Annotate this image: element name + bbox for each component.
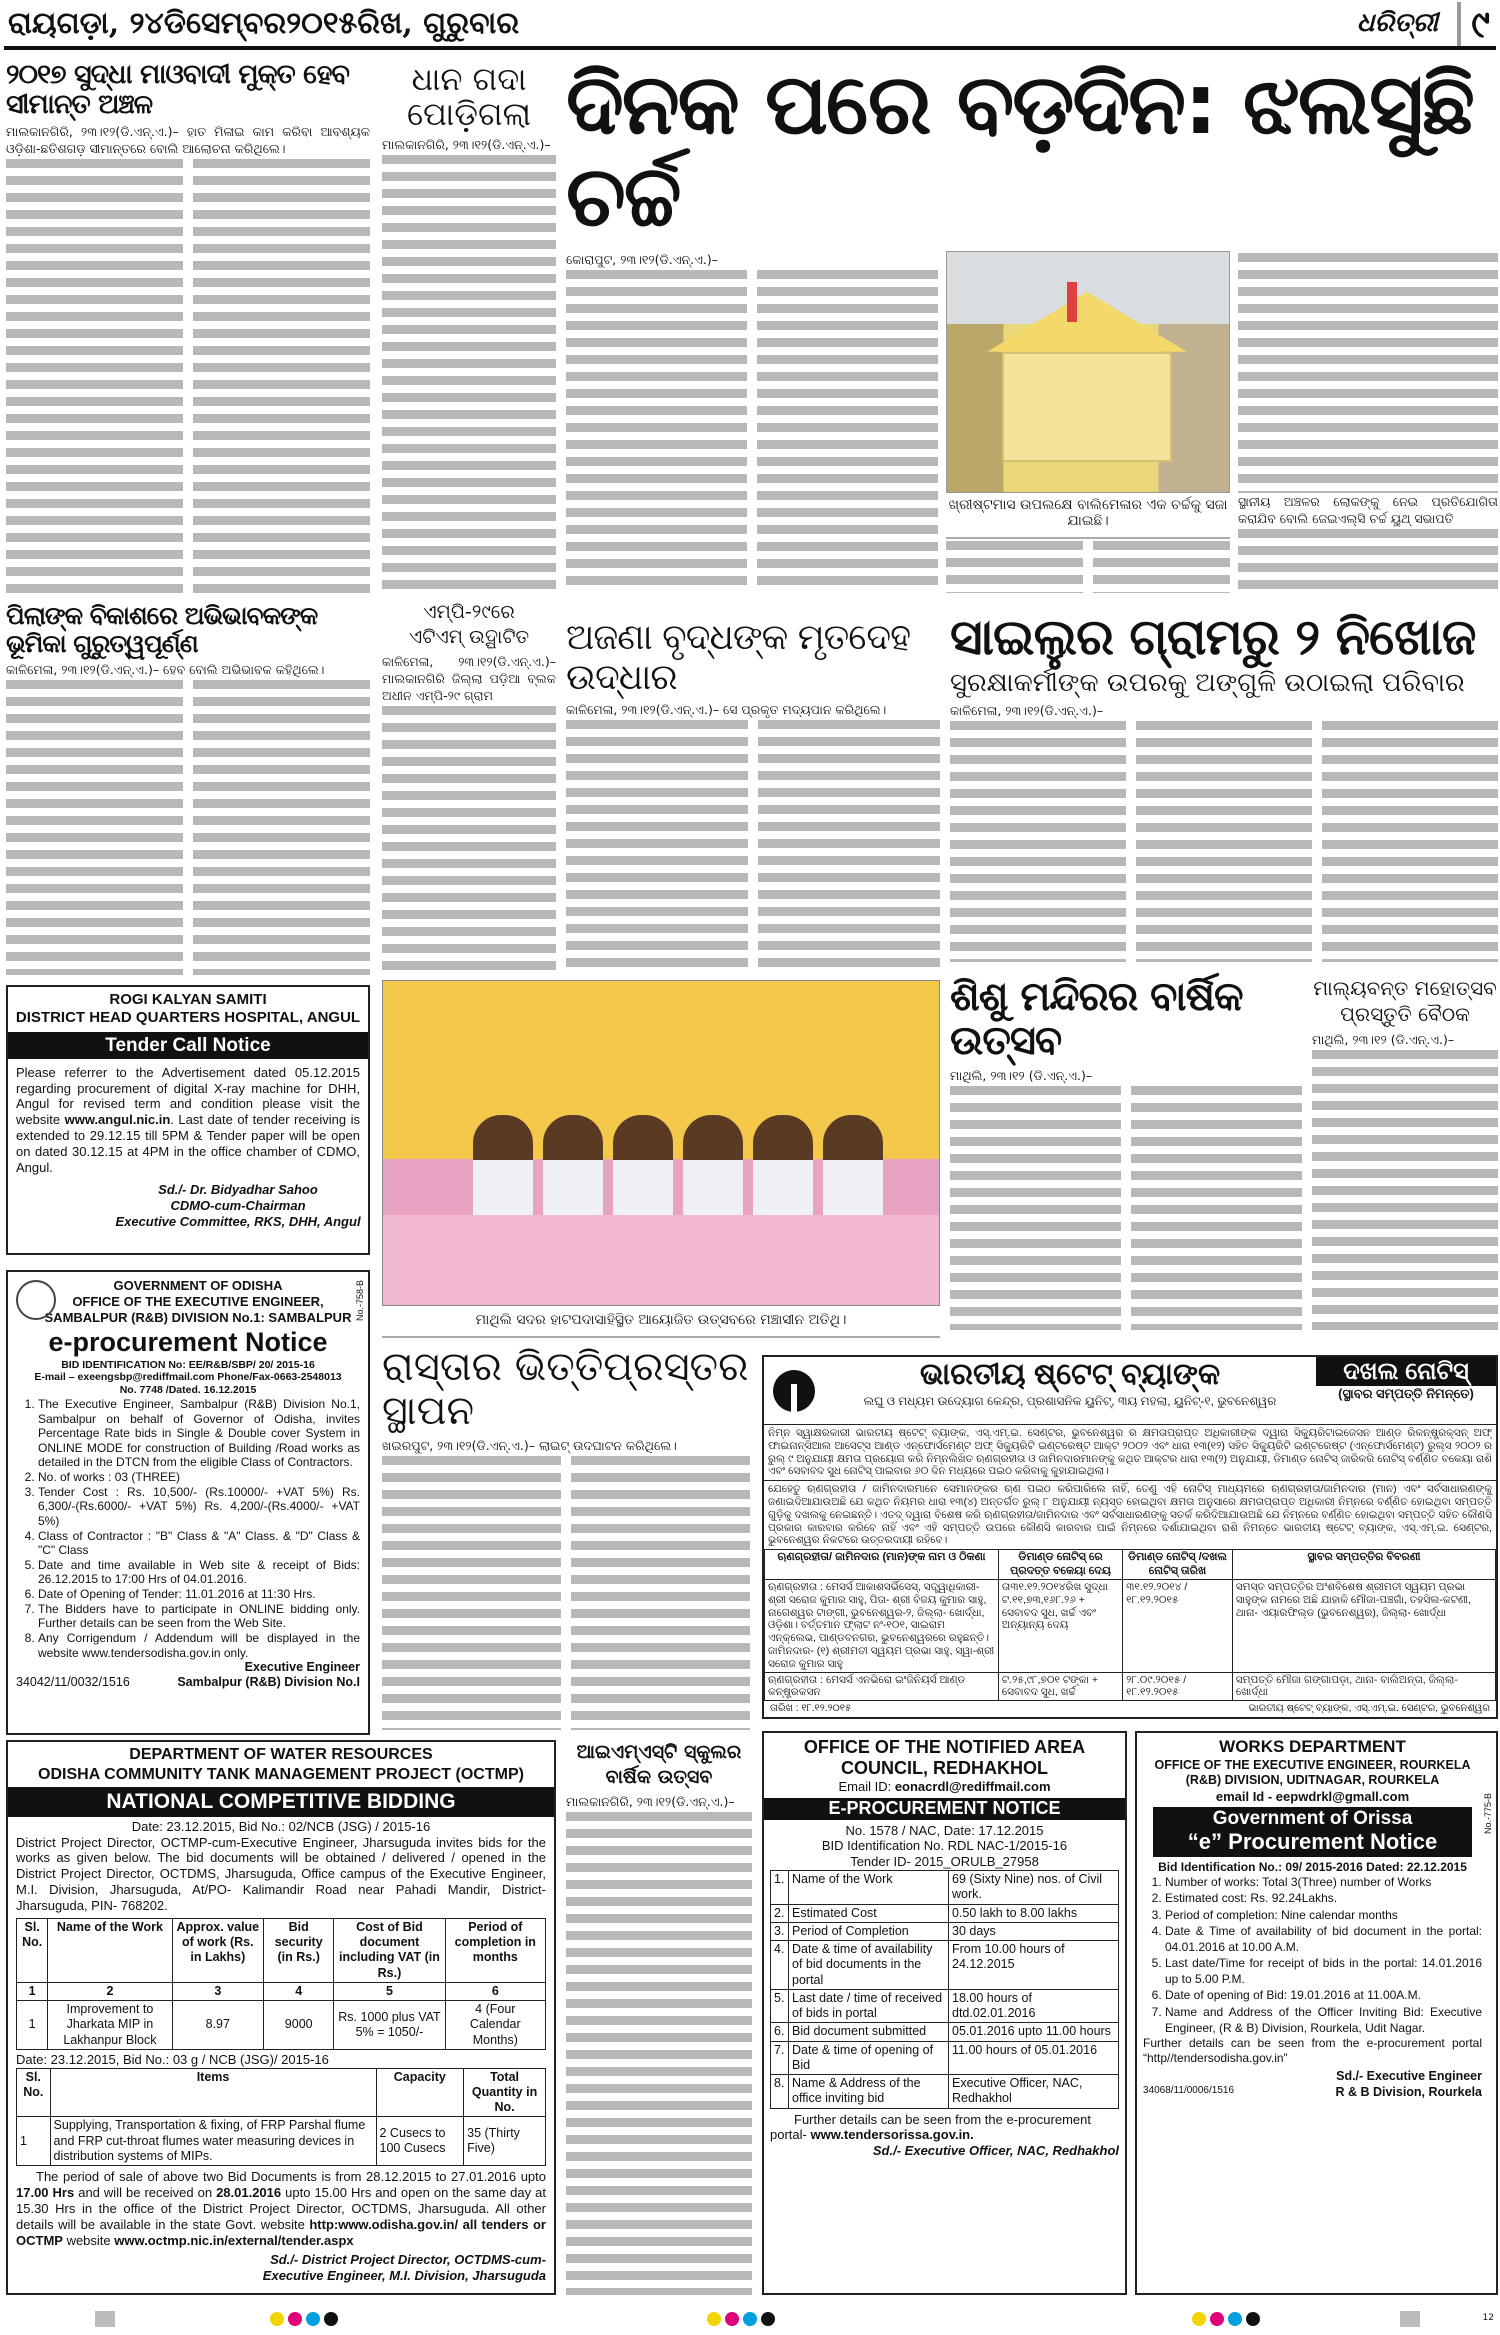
bid-id: Bid Identification No.: 09/ 2015-2016 Dated: 22.12.2015 — [1158, 1859, 1467, 1874]
table-cell: 9000 — [264, 2001, 334, 2050]
headline-line: ମାଲ୍ୟବନ୍ତ ମହୋତ୍ସବ — [1313, 976, 1497, 1000]
table-header: Total Quantity in No. — [464, 2068, 546, 2117]
article-lead: ଖଇରପୁଟ, ୨୩।୧୨(ଡି.ଏନ୍.ଏ.)– ଲାଇଟ୍ ଉଦଘାଟନ କରିଥିଲେ। — [382, 1438, 677, 1453]
ad-footer: Further details can be seen from the e-procurement portal “http//tendersodisha.gov.in” — [1143, 2036, 1482, 2065]
table-row — [771, 1904, 1119, 1922]
sign-line: CDMO-cum-Chairman — [170, 1197, 306, 1213]
ad-item: 3. Tender Cost : Rs. 10,500/- (Rs.10000/- +VAT 5%) Rs. 6,300/-(Rs.6000/- +VAT 5%) Rs. 4,200/-(Rs.4000/- +VAT 5%) — [38, 1485, 360, 1529]
article-body-text — [382, 706, 556, 975]
color-dots — [268, 2311, 340, 2330]
ad-code: No.-758-B — [355, 1280, 366, 1322]
article-paddy-block — [382, 62, 556, 595]
nac-table — [770, 1870, 1119, 2109]
headline-atm — [382, 600, 556, 649]
ad-item: 8. Any Corrigendum / Addendum will be displayed in the website www.tendersodisha.gov.in only. — [38, 1631, 360, 1660]
ad-item: 7. The Bidders have to participate in ONLINE bidding only. Further details can be seen from the Web Site. — [38, 1602, 360, 1631]
ad-text: . Last date of tender receiving is extended to 29.12.15 till 5PM & Tender paper will be open on dated 30.12.15 at 4PM in the office chamber of CDMO, Angul. — [16, 1112, 360, 1175]
table-cell: 6. — [771, 2023, 789, 2041]
church-photo-caption: ଖ୍ରୀଷ୍ଟମାସ ଉପଲକ୍ଷେ ବାଲିମେଳାର ଏକ ଚର୍ଚ୍ଚକୁ ସଜା ଯାଇଛି। — [946, 493, 1230, 539]
article-road-block — [382, 1345, 750, 1730]
table-row — [771, 1871, 1119, 1905]
ad-item: 4. Class of Contractor : "B" Class & "A" Class. & "D" Class & "C" Class — [38, 1529, 360, 1558]
article-lead: ମାଥିଲି, ୨୩।୧୨ (ଡି.ଏନ୍.ଏ.)– — [1312, 1032, 1455, 1047]
article-body-found — [566, 701, 940, 975]
ad-works-eprocurement — [1135, 1731, 1498, 2295]
ad-org: OFFICE OF THE EXECUTIVE ENGINEER, ROURKELA — [1154, 1758, 1471, 1773]
article-imst-block — [566, 1740, 752, 2295]
christmas-row — [566, 251, 1498, 593]
table-cell: 3. — [771, 1922, 789, 1940]
ad-items — [1143, 1874, 1482, 2036]
sign-line: Sambalpur (R&B) Division No.I — [177, 1675, 360, 1690]
ad-text: Further details can be seen from the e-procurement portal- — [770, 2111, 1091, 2143]
ad-sambalpur-eprocurement — [6, 1270, 370, 1735]
table-header: ଡିମାଣ୍ଡ ନୋଟିସ୍ /ଦଖଲ ନୋଟିସ୍ ତାରିଖ — [1123, 1550, 1233, 1580]
table-row — [17, 2117, 546, 2166]
contact: E-mail – exeengsbp@rediffmail.com Phone/Fax-0663-2548013 — [34, 1371, 342, 1384]
article-body-text — [1238, 253, 1498, 493]
ref-number: No. 7748 /Dated. 16.12.2015 — [119, 1384, 257, 1397]
table-cell: Period of Completion — [789, 1922, 949, 1940]
article-lead: କାଳିମେଳା, ୨୩।୧୨(ଡି.ଏନ୍.ଏ.)– — [950, 702, 1104, 718]
bid-id: BID IDENTIFICATION No: EE/R&B/SBP/ 20/ 2015-16 — [61, 1358, 315, 1371]
ad-text: upto 15.00 Hrs and open on the same day at 15.30 Hrs in the office of the District Project Director, OCTDMS, Jharsuguda. All other details will be available in the state Govt. website — [16, 2185, 546, 2232]
ad-item: 6. Date of Opening of Tender: 11.01.2016 at 11:30 Hrs. — [38, 1587, 360, 1602]
sbi-paragraph: ଯେହେତୁ ଋଣଗ୍ରହୀତା / ଜାମିନଦାରମାନେ ସେମାନଙ୍କର ଋଣ ପଇଠ କରିପାରିଲେ ନାହିଁ, ତେଣୁ ଏହି ନୋଟିସ୍ ମାଧ୍ୟମରେ ଋଣଗ୍ରହୀତା/ଜାମିନଦାର (ମାନ) ଏବଂ ସର୍ବସାଧାରଣଙ୍କୁ ଜଣାଇଦିଆଯାଉଅଛି ଯେ କଥିତ ନିୟମର ଧାରା ୧୩(୪) ଅନ୍ତର୍ଗତ ରୁଲ୍ ୮ ଅନୁଯାୟୀ ନ୍ୟସ୍ତ ହୋଇଥିବା କ୍ଷମତା ଅନୁସାରେ କ୍ଷମତାପ୍ରାପ୍ତ ଅଧିକାରୀ ନିମ୍ନରେ ବର୍ଣ୍ଣିତ ହୋଇଥିବା ସମ୍ପତ୍ତି ଗୁଡ଼ିକୁ ଦଖଲକୁ ନେଇଛନ୍ତି। ଏତଦ୍ ଦ୍ୱାରା ବିଶେଷ କରି ଋଣଗ୍ରହୀତା/ଜାମିନଦାର ଏବଂ ସର୍ବସାଧାରଣଙ୍କୁ ସତର୍କ କରିଦିଆଯାଉଅଛି ଯେ ନିମ୍ନରେ ବର୍ଣ୍ଣିତ ହୋଇଥିବା ସମ୍ପତ୍ତି ସହିତ କୌଣସି ପ୍ରକାର କାରବାର କରିବେ ନାହିଁ ଏବଂ ଏହି ସମ୍ପତ୍ତି ଉପରେ କୌଣସି କାରବାର ପାଇଁ ନିମ୍ନରେ ଦର୍ଶାଯାଇଥିବା ରାଶି ନିମନ୍ତେ ଭାରତୀୟ ଷ୍ଟେଟ୍ ବ୍ୟାଙ୍କ, ଏସ୍.ଏମ୍.ଇ. ସେଣ୍ଟର, ଭୁବନେଶ୍ୱର ନିକଟରେ ଉତ୍ତରଦାୟୀ ରହିବେ। — [768, 1483, 1492, 1547]
church-building — [1002, 352, 1172, 462]
table-cell: ଋଣଗ୍ରହୀତା : ମେସର୍ସ ଆକାଶସର୍ଭିସେସ୍, ସତ୍ତ୍ୱାଧିକାରୀ- ଶ୍ରୀ ସରୋଜ କୁମାର ସାହୁ, ପିତା- ଶ୍ରୀ ବିଜୟ କୁମାର ସାହୁ, ନାଗେଶ୍ୱର ଟାଙ୍ଗୀ, ଭୁବନେଶ୍ୱର-୨, ଜିଲ୍ଲା- ଖୋର୍ଦ୍ଧା, ଓଡ଼ିଶା। ବର୍ତ୍ତମାନ ଫ୍ଲାଟ ନଂ-୧୦୧, ସାଇରାମ ଏନ୍‌କ୍ଲେଭ, ପାଣ୍ଡବନଗର, ଭୁବନେଶ୍ୱରରେ ରହୁଛନ୍ତି। ଜାମିନଦାର- (୧) ଶ୍ରୀମତୀ ସ୍ୱୟମ ପ୍ରଭା ସାହୁ, ସ୍ୱା-ଶ୍ରୀ ସରୋଜ କୁମାର ସାହୁ — [765, 1579, 999, 1672]
headline-imst — [566, 1740, 752, 1789]
registration-block — [1400, 2311, 1420, 2327]
headline-line: ଆଇଏମ୍ଏସ୍ଟି ସ୍କୁଲର — [576, 1741, 742, 1763]
article-parents-block — [6, 602, 370, 975]
table-cell: 7. — [771, 2041, 789, 2075]
date-line: ରାୟଗଡ଼ା, ୨୪ଡିସେମ୍ବର୨୦୧୫ରିଖ, ଗୁରୁବାର — [8, 6, 520, 41]
ad-band: E-PROCUREMENT NOTICE — [764, 1798, 1125, 1820]
ad-text: Please referrer to the Advertisement dated 05.12.2015 regarding procurement of digital X-ray machine for DHH, Angul for revised term and condition please visit the website — [16, 1064, 360, 1128]
ad-text: website — [62, 2232, 115, 2248]
article-lead: କାଳିମେଳା, ୨୩।୧୨(ଡି.ଏନ୍.ଏ.)– ସେ ପ୍ରକୃତ ମଦ୍ୟପାନ କରିଥିଲେ। — [566, 702, 887, 718]
event-photo-caption: ମାଥିଲି ସଦର ହାଟପଦାସାହିସ୍ଥିତ ଆୟୋଜିତ ଉତ୍ସବରେ ମଞ୍ଚାସୀନ ଅତିଥି। — [382, 1308, 940, 1338]
table-cell: Improvement to Jharkata MIP in Lakhanpur Block — [48, 2001, 172, 2050]
table-col-number: 5 — [334, 1982, 445, 2000]
article-malyabanta — [1312, 1031, 1498, 1330]
ad-org: GOVERNMENT OF ODISHA — [113, 1278, 283, 1293]
items-table — [16, 2068, 546, 2167]
sign-line: Executive Engineer, M.I. Division, Jharsuguda — [262, 2268, 546, 2284]
article-body-text — [566, 720, 940, 975]
ad-item: 3. Period of completion: Nine calendar months — [1165, 1907, 1482, 1923]
table-header: ଋଣଗ୍ରହୀତା/ ଜାମିନଦାର (ମାନ)ଙ୍କ ନାମ ଓ ଠିକଣା — [765, 1550, 999, 1580]
ad-footer — [16, 2169, 546, 2248]
table-header: ସ୍ଥାବର ସମ୍ପତ୍ତିର ବିବରଣୀ — [1232, 1550, 1495, 1580]
color-dots — [705, 2311, 777, 2330]
table-cell: Date & time of availability of bid documents in the portal — [789, 1941, 949, 1990]
table-header: Capacity — [376, 2068, 464, 2117]
table-cell: 30 days — [949, 1922, 1119, 1940]
ad-band: Tender Call Notice — [8, 1032, 368, 1059]
table-cell: From 10.00 hours of 24.12.2015 — [949, 1941, 1119, 1990]
table-cell: 1. — [771, 1871, 789, 1905]
table-row — [771, 2023, 1119, 2041]
article-body-text — [566, 270, 938, 593]
notice-title: ଦଖଲ ନୋଟିସ୍ — [1316, 1357, 1496, 1386]
table-cell: Executive Officer, NAC, Redhakhol — [949, 2075, 1119, 2109]
table-number-row — [17, 1982, 546, 2000]
table-header: Approx. value of work (Rs. in Lakhs) — [172, 1918, 264, 1982]
table-col-number: 6 — [445, 1982, 545, 2000]
article-road — [382, 1437, 750, 1730]
bid-number: Date: 23.12.2015, Bid No.: 03 g / NCB (JSG)/ 2015-16 — [16, 2051, 329, 2067]
ad-org: ODISHA COMMUNITY TANK MANAGEMENT PROJECT (OCTMP) — [38, 1765, 524, 1783]
ad-sbi-possession-notice — [762, 1355, 1498, 1719]
ad-item: 5. Last date/Time for receipt of bids in the portal: 14.01.2016 up to 5.00 P.M. — [1165, 1955, 1482, 1987]
table-cell: Supplying, Transportation & fixing, of FRP Parshal flume and FRP cut-throat flumes water measuring devices in distribution systems of MIPs. — [50, 2117, 376, 2166]
article-imst — [566, 1793, 752, 2295]
article-body-found-block — [566, 618, 940, 975]
article-body-text — [6, 680, 370, 975]
article-lead: ମାଥିଲି, ୨୩।୧୨ (ଡି.ଏନ୍.ଏ.)– — [950, 1068, 1093, 1083]
page-number: ୯ — [1457, 2, 1490, 47]
ad-band: “e” Procurement Notice — [1187, 1829, 1438, 1855]
headline-line: ଏମ୍ପି-୨୯ରେ — [423, 601, 515, 623]
bottom-ads-row — [762, 1731, 1498, 2295]
table-cell: 2 Cusecs to 100 Cusecs — [376, 2117, 464, 2166]
article-body-text — [1312, 1050, 1498, 1330]
article-paddy — [382, 136, 556, 595]
registration-block — [95, 2311, 115, 2327]
table-row — [771, 2075, 1119, 2109]
table-cell: 05.01.2016 upto 11.00 hours — [949, 2023, 1119, 2041]
ad-org: ROGI KALYAN SAMITI — [109, 991, 267, 1008]
table-cell: Name & Address of the office inviting bid — [789, 2075, 949, 2109]
table-cell: ଋଣଗ୍ରହୀତା : ମେସର୍ସ ଏନଭିରୋ ଇଂଜିନିୟର୍ସ ଆଣ୍ଡ କନ୍‌ଷ୍ଟ୍ରକସନ — [765, 1672, 999, 1701]
ad-item: 2. Estimated cost: Rs. 92.24Lakhs. — [1165, 1890, 1482, 1906]
ref-line: BID Identification No. RDL NAC-1/2015-16 — [821, 1838, 1068, 1854]
table-cell: ତା୩୧.୧୨.୨୦୧୪ରିଖ ସୁଦ୍ଧା ଟ.୧୧,୭୩,୧୬୮.୨୬ + ସେବାବଦ ସୁଧ, ଖର୍ଚ୍ଚ ଏବଂ ଅନ୍ୟାନ୍ୟ ଦେୟ — [998, 1579, 1122, 1672]
email-label: Email ID: — [838, 1778, 895, 1794]
print-registration-strip — [0, 2305, 1500, 2333]
article-parents — [6, 661, 370, 975]
table-cell: Bid document submitted — [789, 2023, 949, 2041]
ad-website-link[interactable]: www.octmp.nic.in/external/tender.aspx — [114, 2232, 354, 2248]
table-row — [765, 1672, 1496, 1701]
sign-line: Sd./- District Project Director, OCTDMS-cum- — [270, 2252, 546, 2268]
ad-org: OFFICE OF THE EXECUTIVE ENGINEER, — [72, 1293, 324, 1309]
article-christmas-block — [566, 55, 1498, 593]
article-body-text — [6, 159, 370, 595]
article-school-day-block — [950, 975, 1302, 1330]
ad-title: e-procurement Notice — [48, 1326, 328, 1357]
article-body-text — [382, 1456, 750, 1730]
article-lead: ମାଲକାନଗିରି, ୨୩।୧୨(ଡି.ଏନ୍.ଏ.)– — [382, 137, 551, 153]
table-cell: 4 (Four Calendar Months) — [445, 2001, 545, 2050]
table-cell: Rs. 1000 plus VAT 5% = 1050/- — [334, 2001, 445, 2050]
ad-website-link[interactable]: www.angul.nic.in — [64, 1112, 171, 1128]
table-cell: ଟ.୨୫,୯୮,୭୦୧ ଟଙ୍କା + ସେବାବଦ ସୁଧ, ଖର୍ଚ୍ଚ — [998, 1672, 1122, 1701]
color-dots — [1190, 2311, 1262, 2330]
table-cell: 1 — [17, 2117, 51, 2166]
article-lead: କୋରାପୁଟ, ୨୩।୧୨(ଡି.ଏନ୍.ଏ.)– — [566, 251, 719, 267]
table-cell: Name of the Work — [789, 1871, 949, 1905]
photo-table — [383, 1215, 939, 1305]
table-header: ଡିମାଣ୍ଡ ନୋଟିସ୍ ରେ ପ୍ରଦତ୍ତ ବକେୟା ଦେୟ — [998, 1550, 1122, 1580]
ad-item: 4. Date & Time of availability of bid document in the portal: 04.01.2016 at 10.00 A.M. — [1165, 1923, 1482, 1955]
sbi-subtitle: ଲଘୁ ଓ ମଧ୍ୟମ ଉଦ୍ୟୋଗ କେନ୍ଦ୍ର, ପ୍ରଶାସନିକ ୟୁନିଟ୍, ୩ୟ ମହଲା, ୟୁନିଟ୍-୧, ଭୁବନେଶ୍ୱର — [863, 1393, 1277, 1408]
article-side-text: ସ୍ଥାନୀୟ ଅଞ୍ଚଳର ଲୋକଙ୍କୁ ନେଇ ପ୍ରତିଯୋଗିତା କରାଯିବ ବୋଲି ଜେଇଏଲ୍‌ସି ଚର୍ଚ୍ଚ ୟୁଥ୍ ସଭାପତି — [1238, 493, 1498, 526]
table-row — [771, 1989, 1119, 2023]
table-header: Cost of Bid document including VAT (in Rs.) — [334, 1918, 445, 1982]
table-col-number: 2 — [48, 1982, 172, 2000]
ad-website-link[interactable]: http:www.odisha.gov.in/ all tenders or OCTMP — [16, 2216, 546, 2248]
table-row — [765, 1579, 1496, 1672]
table-cell: ସମ୍ପତ୍ତି ମୌଜା ଗଙ୍ଗାପଡ଼ା, ଥାନା- ବାଲିଅନ୍ତା, ଜିଲ୍ଲା- ଖୋର୍ଦ୍ଧା — [1232, 1672, 1495, 1701]
table-cell: 4. — [771, 1941, 789, 1990]
table-cell: 11.00 hours of 05.01.2016 — [949, 2041, 1119, 2075]
article-maoist-block — [6, 60, 370, 595]
ad-text-bold: 28.01.2016 — [216, 2185, 282, 2201]
table-row — [771, 1922, 1119, 1940]
article-body-text — [566, 1812, 752, 2295]
sbi-title: ଭାରତୀୟ ଷ୍ଟେଟ୍ ବ୍ୟାଙ୍କ — [919, 1358, 1221, 1391]
ad-org: COUNCIL, REDHAKHOL — [841, 1758, 1048, 1779]
article-missing — [950, 702, 1498, 962]
headline-paddy: ଧାନ ଗଦା ପୋଡ଼ିଗଲା — [407, 60, 531, 134]
article-school-day — [950, 1067, 1302, 1330]
ad-email[interactable]: email Id - eepwdrkl@gmall.com — [1215, 1788, 1410, 1804]
table-cell: 1 — [17, 2001, 48, 2050]
article-lead: ମାଲକାନଗିରି, ୨୩।୧୨(ଡି.ଏନ୍.ଏ.)– ହାତ ମିଳାଇ କାମ କରିବା ଆବଶ୍ୟକ ଓଡ଼ିଶା-ଛତିଶଗଡ଼ ସୀମାନ୍ତରେ ବୋଲି ଆଲୋଚନା କରିଥିଲେ। — [6, 124, 370, 157]
table-header-row — [765, 1550, 1496, 1580]
article-lead: ମାଲକାନଗିରି, ୨୩।୧୨(ଡି.ଏନ୍.ଏ.)– — [566, 1794, 735, 1810]
church-photo — [946, 251, 1230, 493]
cross-icon — [1067, 282, 1077, 322]
ad-body: District Project Director, OCTMP-cum-Executive Engineer, Jharsuguda invites bids for the works as given below. The bid documents will be obtained / delivered / opened in the District Project Director, OCTDMS, Jharsuguda, Office campus of the Executive Engineer, M.I. Division, Jharsuguda, At/PO- Kalimandir Road near Pahadi Mandir, District- Jharsuguda, PIN- 768202. — [16, 1834, 546, 1913]
ad-org: (R&B) DIVISION, UDITNAGAR, ROURKELA — [1185, 1773, 1440, 1788]
headline-parents: ପିଲାଙ୍କ ବିକାଶରେ ଅଭିଭାବକଙ୍କ ଭୂମିକା ଗୁରୁତ୍ୱପୂର୍ଣ୍ଣ — [6, 601, 318, 658]
table-cell: 8. — [771, 2075, 789, 2109]
table-cell: ସମସ୍ତ ସମ୍ପତ୍ତିର ଅଂଶବିଶେଷ ଶ୍ରୀମତୀ ସ୍ୱୟମ ପ୍ରଭା ସାହୁଙ୍କ ନାମରେ ଅଛି ଯାହାକି ମୌଜା-ପଞ୍ଚଗାଁ, ତହସିଲ-କଟଣୀ, ଥାନା- ଏୟାରଫିଲ୍ଡ (ଭୁବନେଶ୍ୱର), ଜିଲ୍ଲା- ଖୋର୍ଦ୍ଧା — [1232, 1579, 1495, 1672]
ad-website-link[interactable]: www.tendersorissa.gov.in. — [810, 2127, 974, 2143]
headline-line: ଏଟିଏମ୍ ଉଦ୍ଘାଟିତ — [408, 625, 530, 648]
article-body-text — [382, 155, 556, 595]
table-cell: ୨୮.୦୯.୨୦୧୫ / ୧୮.୧୨.୨୦୧୫ — [1123, 1672, 1233, 1701]
table-header: Sl. No. — [17, 2068, 51, 2117]
table-header-row — [17, 2068, 546, 2117]
works-table — [16, 1918, 546, 2050]
table-cell: 5. — [771, 1989, 789, 2023]
ad-nac-eprocurement — [762, 1731, 1127, 2295]
notice-subtitle: (ସ୍ଥାବର ସମ୍ପତ୍ତି ନିମନ୍ତେ) — [1338, 1386, 1474, 1402]
ad-text: The period of sale of above two Bid Documents is from 28.12.2015 to 27.01.2016 upto — [36, 2169, 546, 2185]
ad-item: 2. No. of works : 03 (THREE) — [38, 1470, 360, 1485]
masthead-rule — [4, 46, 1496, 50]
church-roof — [987, 292, 1187, 352]
church-photo-column — [946, 251, 1230, 593]
article-lead: କାଳିମେଳା, ୨୩।୧୨(ଡି.ଏନ୍.ଏ.)– ମାଲକାନଗିରି ଜିଲ୍ଲା ପଡ଼ିଆ ବ୍ଲକ ଅଧୀନ ଏମ୍ପି-୨୯ ଗ୍ରାମ — [382, 654, 556, 704]
headline-school-day: ଶିଶୁ ମନ୍ଦିରର ବାର୍ଷିକ ଉତ୍ସବ — [950, 974, 1243, 1064]
sbi-paragraph: ନିମ୍ନ ସ୍ୱାକ୍ଷରକାରୀ ଭାରତୀୟ ଷ୍ଟେଟ୍ ବ୍ୟାଙ୍କ, ଏସ୍.ଏମ୍.ଇ. ସେଣ୍ଟର, ଭୁବନେଶ୍ୱର ର କ୍ଷମତାପ୍ରାପ୍ତ ଅଧିକାରୀଙ୍କ ଦ୍ୱାରା ସିକ୍ୟୁରିଟାଇଜେସନ ଆଣ୍ଡ ରିକନ୍ଷ୍ଟ୍ରକ୍ସନ୍ ଅଫ୍ ଫାଇନାନ୍ସିଆଲ ଆସେଟ୍ସ ଆଣ୍ଡ ଏନ୍‌ଫୋର୍ସମେଣ୍ଟ ଅଫ୍ ସିକ୍ୟୁରିଟି ଇଣ୍ଟରେଷ୍ଟ ଆକ୍ଟ ୨୦୦୨ ଏବଂ ଧାରା ୧୩(୧୨) ସହିତ ସିକ୍ୟୁରିଟି ଇଣ୍ଟରେଷ୍ଟ (ଏନ୍‌ଫୋର୍ସମେଣ୍ଟ) ରୁଲ୍ସ ୨୦୦୨ ର ରୁଲ୍ ୯ ଅନୁଯାୟୀ କ୍ଷମତା ପ୍ରୟୋଗ କରି ନିମ୍ନଲିଖିତ ଋଣଗ୍ରହୀତା ଓ ଜାମିନଦାରମାନଙ୍କୁ କଥିତ ଆକ୍ଟର ଧାରା ୧୩(୨) ଅନୁଯାୟୀ, ଡିମାଣ୍ଡ ନୋଟିସ୍ ଜାରିକରି ନୋଟିସ୍ ବର୍ଣ୍ଣିତ ବକେୟା ରାଶି ଏବଂ ସେବାବଦ ସୁଧ ନୋଟିସ୍ ପାଇବାର ୬୦ ଦିନ ମଧ୍ୟରେ ପଇଠ କରିବାକୁ କୁହାଯାଇଥିଲା। — [764, 1425, 1496, 1481]
headline-road: ରାସ୍ତାର ଭିତ୍ତିପ୍ରସ୍ତର ସ୍ଥାପନ — [382, 1344, 749, 1434]
sign-line: Executive Engineer — [244, 1660, 360, 1675]
headline-missing: ସାଇଲୁର ଗ୍ରାମରୁ ୨ ନିଖୋଜ — [950, 608, 1476, 666]
table-cell: Estimated Cost — [789, 1904, 949, 1922]
ad-signature — [8, 1182, 368, 1230]
table-header: Period of completion in months — [445, 1918, 545, 1982]
ad-band: Government of Orissa — [1212, 1808, 1413, 1830]
event-photo — [382, 980, 940, 1306]
article-body-text — [950, 1086, 1302, 1330]
ad-code: 34068/11/0006/1516 — [1143, 2084, 1235, 2096]
headline-malyabanta — [1312, 975, 1498, 1027]
article-atm — [382, 653, 556, 975]
headline-line: ବାର୍ଷିକ ଉତ୍ସବ — [605, 1765, 713, 1788]
article-christmas — [566, 251, 938, 593]
ad-org: DISTRICT HEAD QUARTERS HOSPITAL, ANGUL — [15, 1009, 361, 1027]
ad-text-bold: 17.00 Hrs — [16, 2185, 75, 2201]
odisha-emblem-icon — [16, 1280, 56, 1320]
ad-text: and will be received on — [74, 2185, 217, 2201]
ad-code: No.-775-B — [1483, 1793, 1494, 1835]
table-cell: Last date / time of received of bids in portal — [789, 1989, 949, 2023]
ad-org: WORKS DEPARTMENT — [1219, 1737, 1406, 1757]
headline-body-found: ଅଜଣା ବୃଦ୍ଧଙ୍କ ମୃତଦେହ ଉଦ୍ଧାର — [566, 617, 911, 698]
table-cell: 35 (Thirty Five) — [464, 2117, 546, 2166]
table-col-number: 1 — [17, 1982, 48, 2000]
sbi-logo-icon — [764, 1357, 824, 1424]
right-ads-stack — [762, 1355, 1498, 2295]
article-body-text — [946, 541, 1230, 593]
newspaper-brand: ଧରିତ୍ରୀ — [1356, 8, 1438, 38]
ad-octmp-ncb — [6, 1740, 556, 2295]
table-row — [17, 2001, 546, 2050]
sign-line: Sd./- Executive Engineer — [1336, 2069, 1482, 2084]
article-malyabanta-block — [1312, 975, 1498, 1330]
table-cell: 18.00 hours of dtd.02.01.2016 — [949, 1989, 1119, 2023]
article-maoist — [6, 123, 370, 595]
ad-code: 34042/11/0032/1516 — [16, 1675, 130, 1690]
ad-item: 5. Date and time available in Web site & receipt of Bids: 26.12.2015 to 17:00 Hrs of 04.01.2016. — [38, 1558, 360, 1587]
ad-org: OFFICE OF THE NOTIFIED AREA — [803, 1737, 1086, 1758]
table-cell: ୩୧.୧୨.୨୦୧୪ / ୧୮.୧୨.୨୦୧୫ — [1123, 1579, 1233, 1672]
ad-body — [8, 1059, 368, 1182]
table-cell: 2. — [771, 1904, 789, 1922]
ref-line: No. 1578 / NAC, Date: 17.12.2015 — [845, 1822, 1044, 1838]
sign-line: Executive Committee, RKS, DHH, Angul — [115, 1213, 361, 1229]
table-header: Bid security (in Rs.) — [264, 1918, 334, 1982]
page-code: 12 — [1482, 2313, 1494, 2323]
ad-band: NATIONAL COMPETITIVE BIDDING — [8, 1787, 554, 1817]
table-cell: 8.97 — [172, 2001, 264, 2050]
table-col-number: 3 — [172, 1982, 264, 2000]
sign-line: Sd./- Executive Officer, NAC, Redhakhol — [872, 2143, 1119, 2159]
ref-line: Tender ID- 2015_ORULB_27958 — [850, 1854, 1039, 1870]
sign-line: R & B Division, Rourkela — [1335, 2084, 1482, 2099]
ad-org: DEPARTMENT OF WATER RESOURCES — [129, 1746, 433, 1763]
ad-org: SAMBALPUR (R&B) DIVISION No.1: SAMBALPUR — [44, 1309, 352, 1325]
table-header-row — [17, 1918, 546, 1982]
sbi-signatory: ଭାରତୀୟ ଷ୍ଟେଟ୍ ବ୍ୟାଙ୍କ, ଏସ୍.ଏମ୍.ଇ. ସେଣ୍ଟର, ଭୁବନେଶ୍ୱର — [1248, 1703, 1490, 1715]
ad-item: 7. Name and Address of the Officer Inviting Bid: Executive Engineer, (R & B) Division, Rourkela, Udit Nagar. — [1165, 2004, 1482, 2036]
bid-number: Date: 23.12.2015, Bid No.: 02/NCB (JSG) / 2015-16 — [131, 1818, 431, 1834]
article-atm-block — [382, 600, 556, 975]
article-lead: କାଳିମେଳା, ୨୩।୧୨(ଡି.ଏନ୍.ଏ.)– ହେବ ବୋଲି ଅଭିଭାବକ କହିଥିଲେ। — [6, 662, 325, 677]
table-row — [771, 2041, 1119, 2075]
email-link[interactable]: eonacrdl@rediffmail.com — [894, 1778, 1051, 1794]
article-body-text — [1238, 529, 1498, 593]
article-body-text — [950, 721, 1498, 962]
article-missing-block — [950, 610, 1498, 962]
ad-item: 1. The Executive Engineer, Sambalpur (R&B) Division No.1, Sambalpur on behalf of Governor of Odisha, invites Percentage Rate bids in Single & Double cover System in ONLINE MODE for construction of Building /Road works as detailed in the DTCN from the eligible Class of Contractors. — [38, 1397, 360, 1470]
table-col-number: 4 — [264, 1982, 334, 2000]
headline-christmas: ଦିନକ ପରେ ବଡ଼ଦିନ: ଝଲସୁଛି ଚର୍ଚ୍ଚ — [566, 55, 1473, 246]
table-header: Items — [50, 2068, 376, 2117]
headline-maoist: ୨୦୧୭ ସୁଦ୍ଧା ମାଓବାଦୀ ମୁକ୍ତ ହେବ ସୀମାନ୍ତ ଅଞ୍ଚଳ — [6, 59, 349, 120]
sbi-date: ତାରିଖ : ୧୮.୧୨.୨୦୧୫ — [770, 1703, 852, 1715]
article-christmas-cont — [946, 539, 1230, 593]
sign-line: Sd./- Dr. Bidyadhar Sahoo — [158, 1181, 318, 1197]
table-cell: 69 (Sixty Nine) nos. of Civil work. — [949, 1871, 1119, 1905]
subhead-missing: ସୁରକ୍ଷାକର୍ମୀଙ୍କ ଉପରକୁ ଅଙ୍ଗୁଳି ଉଠାଇଲା ପରିବାର — [950, 668, 1465, 698]
table-header: Sl. No. — [17, 1918, 48, 1982]
headline-line: ପ୍ରସ୍ତୁତି ବୈଠକ — [1340, 1002, 1470, 1026]
table-row — [771, 1941, 1119, 1990]
article-christmas-side — [1238, 251, 1498, 593]
ad-rks-tender — [6, 985, 370, 1255]
ad-items — [16, 1397, 360, 1660]
ad-item: 6. Date of opening of Bid: 19.01.2016 at 11.00A.M. — [1165, 1987, 1482, 2003]
table-cell: 0.50 lakh to 8.00 lakhs — [949, 1904, 1119, 1922]
table-cell: Date & time of opening of Bid — [789, 2041, 949, 2075]
table-header: Name of the Work — [48, 1918, 172, 1982]
ad-item: 1. Number of works: Total 3(Three) number of Works — [1165, 1874, 1482, 1890]
sbi-table — [764, 1549, 1496, 1701]
